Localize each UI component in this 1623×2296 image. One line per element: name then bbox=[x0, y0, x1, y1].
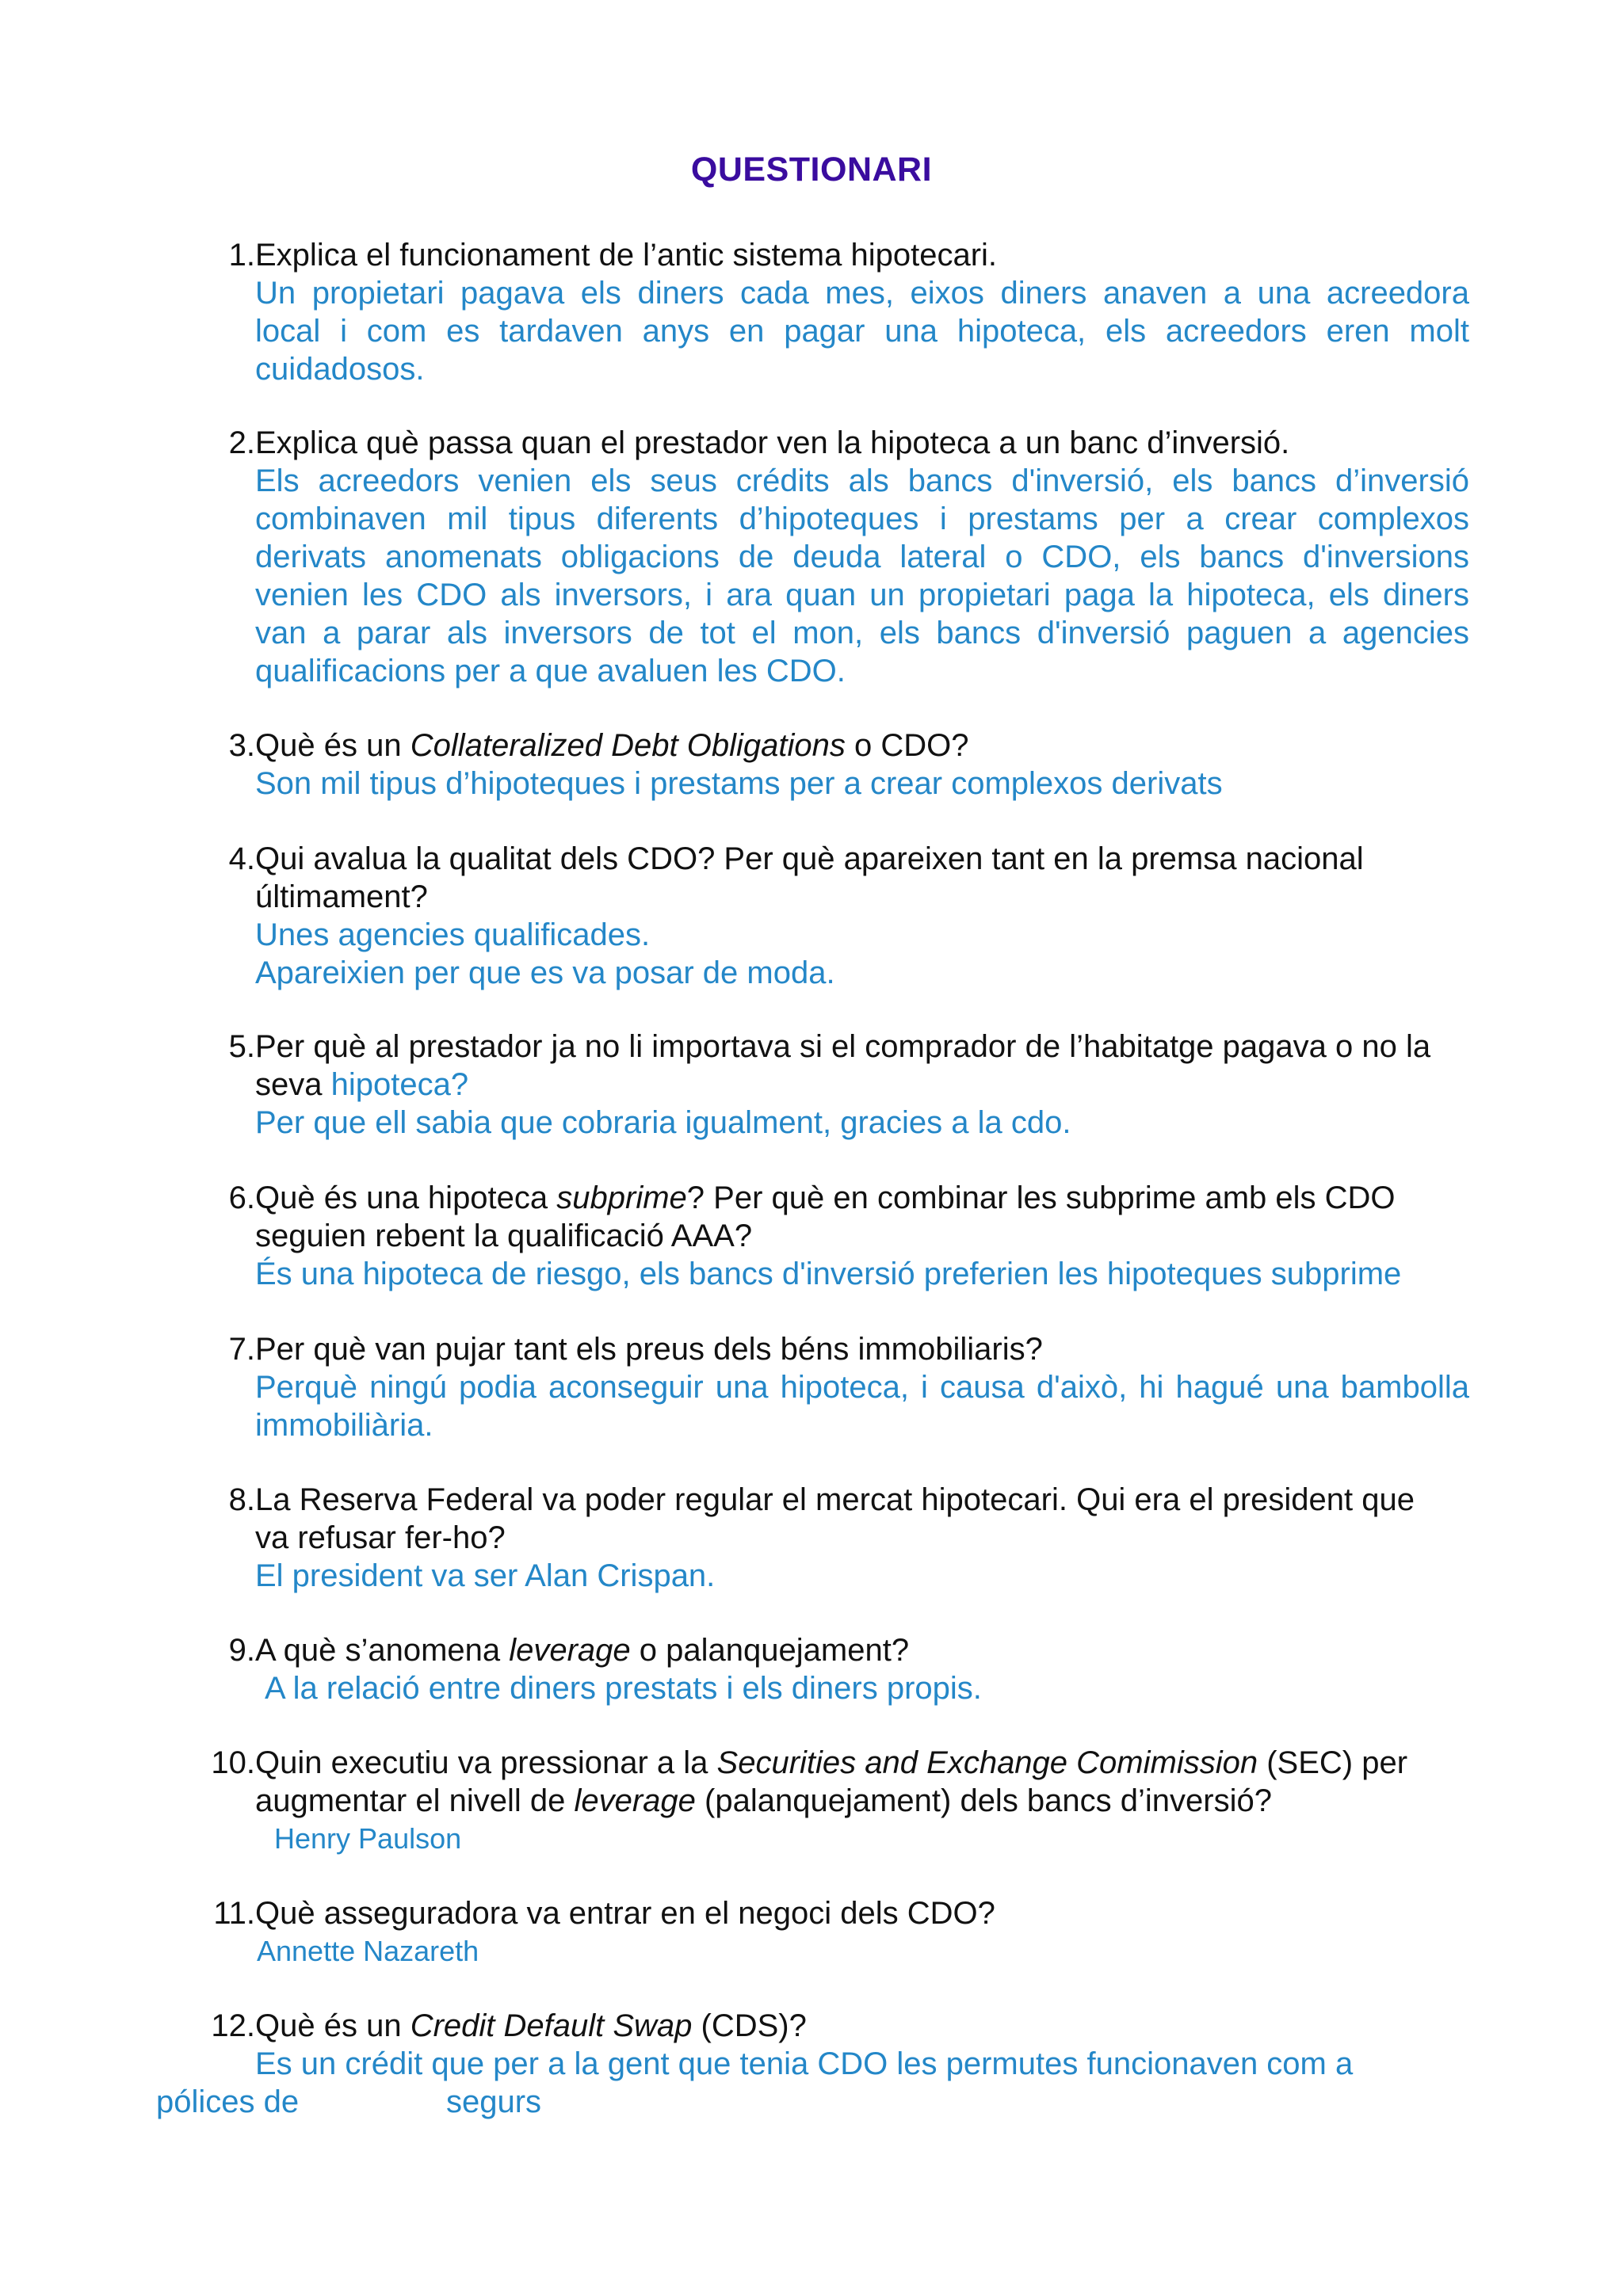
question-text: Explica el funcionament de l’antic sistema hipotecari. bbox=[255, 238, 998, 273]
question-number: 10. bbox=[211, 1745, 255, 1780]
question-text: Què és un Credit Default Swap (CDS)? bbox=[255, 2008, 807, 2043]
answer-text: El president va ser Alan Crispan. bbox=[255, 1558, 716, 1593]
question-number: 4. bbox=[228, 841, 255, 876]
answer-text: Un propietari pagava els diners cada mes, eixos diners anaven a una acreedora local i com es tardaven anys en pagar una hipoteca, els acreedors eren molt cuidadosos. bbox=[255, 276, 1469, 387]
question-text: Qui avalua la qualitat dels CDO? Per què apareixen tant en la premsa nacional bbox=[255, 841, 1364, 876]
answer-continuation: pólices de bbox=[156, 2084, 300, 2119]
question-number: 8. bbox=[228, 1482, 255, 1517]
question-number: 5. bbox=[228, 1029, 255, 1064]
question-number: 11. bbox=[213, 1896, 255, 1931]
question-text: seguien rebent la qualificació AAA? bbox=[255, 1219, 753, 1253]
answer-text: Unes agencies qualificades. Apareixien per que es va posar de moda. bbox=[255, 917, 835, 990]
question-text: Explica què passa quan el prestador ven la hipoteca a un banc d’inversió. bbox=[255, 425, 1290, 460]
question-number: 6. bbox=[228, 1180, 255, 1215]
question-number: 12. bbox=[211, 2008, 255, 2043]
question-text: Què és un Collateralized Debt Obligations o CDO? bbox=[255, 728, 969, 763]
answer-text: Perquè ningú podia aconseguir una hipoteca, i causa d'això, hi hagué una bambolla immobiliària. bbox=[255, 1370, 1469, 1443]
question-text: seva hipoteca? bbox=[255, 1067, 469, 1102]
answer-continuation: segurs bbox=[446, 2084, 542, 2119]
question-text: Quin executiu va pressionar a la Securities and Exchange Comimission (SEC) per bbox=[255, 1745, 1408, 1780]
question-number: 7. bbox=[228, 1332, 255, 1367]
answer-text: Annette Nazareth bbox=[257, 1935, 479, 1967]
answer-text: Els acreedors venien els seus crédits als bancs d'inversió, els bancs d’inversió combinaven mil tipus diferents d’hipoteques i prestams per a crear complexos derivats anomenats obligacions de deuda lateral o CDO, els bancs d'inversions venien les CDO als inversors, i ara quan un propietari paga la hipoteca, els diners van a parar als inversors de tot el mon, els bancs d'inversió paguen a agencies qualificacions per a que avaluen les CDO. bbox=[255, 463, 1469, 688]
question-text: augmentar el nivell de leverage (palanquejament) dels bancs d’inversió? bbox=[255, 1783, 1272, 1818]
question-text: va refusar fer-ho? bbox=[255, 1520, 506, 1555]
question-text: Per què al prestador ja no li importava si el comprador de l’habitatge pagava o no la bbox=[255, 1029, 1431, 1064]
question-text: Què asseguradora va entrar en el negoci dels CDO? bbox=[255, 1896, 995, 1931]
answer-text: A la relació entre diners prestats i els diners propis. bbox=[265, 1671, 982, 1706]
page-title: QUESTIONARI bbox=[690, 151, 933, 189]
question-text: Per què van pujar tant els preus dels béns immobiliaris? bbox=[255, 1332, 1043, 1367]
question-number: 2. bbox=[228, 425, 255, 460]
question-text: últimament? bbox=[255, 879, 428, 914]
question-text: La Reserva Federal va poder regular el mercat hipotecari. Qui era el president que bbox=[255, 1482, 1415, 1517]
answer-text: Son mil tipus d’hipoteques i prestams per a crear complexos derivats bbox=[255, 766, 1223, 801]
answer-text: Henry Paulson bbox=[274, 1822, 462, 1855]
question-number: 9. bbox=[228, 1633, 255, 1668]
question-text: A què s’anomena leverage o palanquejament? bbox=[255, 1633, 910, 1668]
answer-text: És una hipoteca de riesgo, els bancs d'inversió preferien les hipoteques subprime bbox=[255, 1257, 1402, 1291]
answer-text: Es un crédit que per a la gent que tenia CDO les permutes funcionaven com a bbox=[255, 2046, 1354, 2081]
question-number: 1. bbox=[228, 238, 255, 273]
question-number: 3. bbox=[228, 728, 255, 763]
question-text: Què és una hipoteca subprime? Per què en combinar les subprime amb els CDO bbox=[255, 1180, 1396, 1215]
answer-text: Per que ell sabia que cobraria igualment, gracies a la cdo. bbox=[255, 1105, 1071, 1140]
